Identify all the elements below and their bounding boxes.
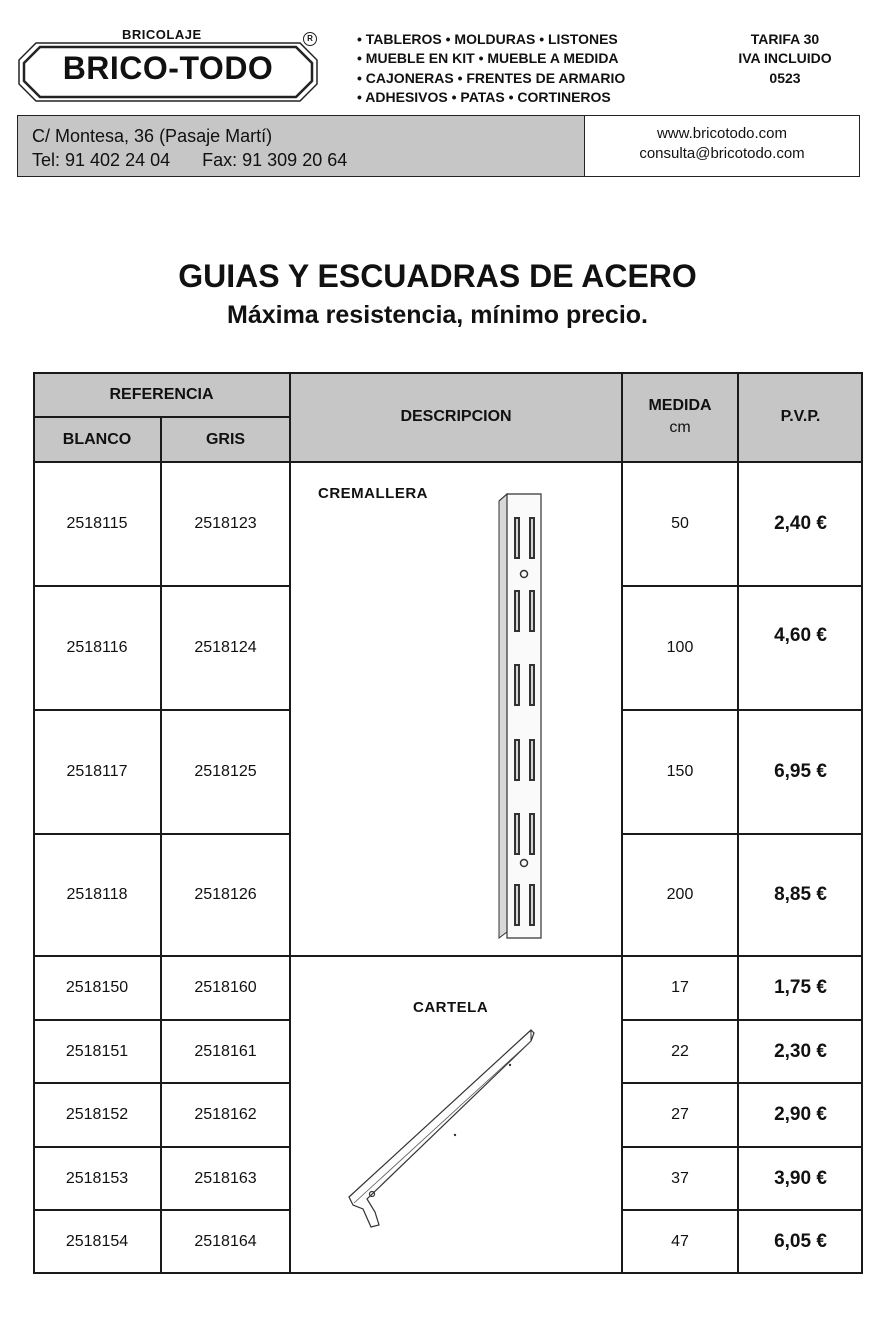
cell-gris: 2518123 [194,515,257,532]
contact-box [17,115,860,177]
iva-label: IVA INCLUIDO [738,50,832,67]
cell-gris: 2518162 [194,1106,257,1123]
tarifa-code: 0523 [769,69,801,86]
cell-blanco: 2518117 [66,763,128,780]
website-link[interactable]: www.bricotodo.com [656,125,788,142]
cartela-bracket-icon [345,1027,540,1232]
cell-pvp: 3,90 € [774,1167,827,1189]
header-blanco: BLANCO [33,417,161,462]
cell-medida: 37 [671,1169,689,1187]
cell-blanco: 2518152 [65,1106,129,1123]
cell-pvp: 4,60 € [774,625,827,646]
logo-subtitle: BRICOLAJE [122,27,202,42]
cell-blanco: 2518154 [65,1233,129,1250]
cell-pvp: 8,85 € [774,884,827,905]
cell-blanco: 2518116 [66,639,128,656]
category-line: • CAJONERAS • FRENTES DE ARMARIO [357,69,626,86]
tarifa-block [718,30,852,88]
header-pvp: P.V.P. [738,372,863,462]
cell-gris: 2518124 [194,639,257,656]
cell-pvp: 2,90 € [774,1104,827,1125]
cell-pvp: 2,40 € [774,513,827,534]
cell-medida: 47 [671,1233,689,1250]
cell-medida: 17 [671,979,689,996]
page-title: GUIAS Y ESCUADRAS DE ACERO [178,258,697,294]
page-subtitle: Máxima resistencia, mínimo precio. [227,301,648,329]
phone-line [32,148,584,172]
cell-medida: 200 [666,886,694,903]
cell-pvp: 2,30 € [774,1040,827,1062]
cell-blanco: 2518153 [65,1169,129,1187]
cell-medida: 27 [671,1106,689,1123]
cell-pvp: 1,75 € [774,977,827,998]
cell-blanco: 2518115 [66,515,128,532]
address-panel [18,116,585,176]
category-line: • ADHESIVOS • PATAS • CORTINEROS [357,88,611,105]
cell-medida: 100 [666,639,694,656]
header-descripcion: DESCRIPCION [290,372,622,462]
cremallera-rail-icon [493,492,548,947]
cell-blanco: 2518118 [66,886,128,903]
address-line: C/ Montesa, 36 (Pasaje Martí) [32,126,273,146]
cell-blanco: 2518151 [65,1042,129,1060]
cremallera-label: CREMALLERA [318,485,428,502]
tarifa-label: TARIFA 30 [750,31,820,47]
category-line: • TABLEROS • MOLDURAS • LISTONES [357,31,618,47]
cell-gris: 2518161 [194,1042,257,1060]
cell-gris: 2518160 [194,979,257,996]
cell-pvp: 6,05 € [774,1231,827,1252]
email-link[interactable]: consulta@bricotodo.com [639,145,805,162]
registered-mark: R [303,32,317,46]
header-medida-label: MEDIDA [648,397,712,414]
category-line: • MUEBLE EN KIT • MUEBLE A MEDIDA [357,50,619,67]
cell-pvp: 6,95 € [774,761,827,782]
cell-gris: 2518125 [194,763,257,780]
phone-number: Tel: 91 402 24 04 [32,150,171,170]
cell-medida: 22 [671,1042,689,1060]
cell-gris: 2518164 [194,1233,257,1250]
cell-medida: 50 [671,515,689,532]
header-medida [622,372,738,462]
cell-gris: 2518126 [194,886,257,903]
header-referencia: REFERENCIA [33,372,290,417]
logo-name: BRICO-TODO [62,50,274,86]
category-list [357,30,625,107]
cell-medida: 150 [666,763,694,780]
web-panel [585,116,859,164]
cartela-label: CARTELA [413,999,489,1016]
header-gris: GRIS [161,417,290,462]
cell-blanco: 2518150 [65,979,129,996]
cell-gris: 2518163 [194,1169,257,1187]
fax-number: Fax: 91 309 20 64 [202,150,348,170]
header-medida-unit: cm [669,419,691,436]
